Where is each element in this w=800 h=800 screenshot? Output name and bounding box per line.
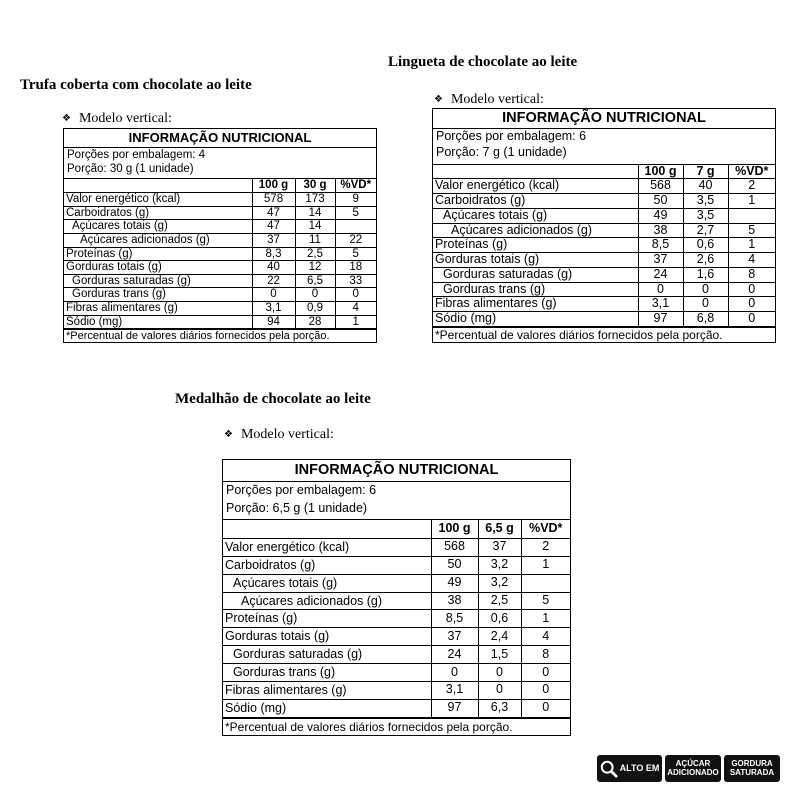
table-row xyxy=(64,206,376,220)
column-header-row xyxy=(433,164,775,179)
value-portion: 11 xyxy=(295,233,335,247)
high-in-warning-badge xyxy=(597,755,780,782)
value-portion: 0 xyxy=(295,288,335,302)
value-portion: 2,5 xyxy=(478,592,521,610)
value-portion: 28 xyxy=(295,315,335,329)
value-portion: 0 xyxy=(683,297,728,312)
value-vd xyxy=(335,220,376,234)
column-header-row xyxy=(64,179,376,193)
nutrient-label: Açúcares totais (g) xyxy=(64,220,252,234)
value-100g: 8,5 xyxy=(638,238,683,253)
value-portion: 6,8 xyxy=(683,312,728,327)
servings-per-package: Porções por embalagem: 6 xyxy=(436,129,587,144)
value-100g: 40 xyxy=(252,261,295,275)
table-row xyxy=(64,220,376,234)
table-row xyxy=(64,247,376,261)
nutrition-table-lingueta xyxy=(432,108,776,343)
nutrient-label: Proteínas (g) xyxy=(433,238,638,253)
table-row xyxy=(433,208,775,223)
value-portion: 2,4 xyxy=(478,628,521,646)
table-row xyxy=(433,194,775,209)
nutrient-label: Gorduras trans (g) xyxy=(433,282,638,297)
nutrient-label: Gorduras saturadas (g) xyxy=(433,267,638,282)
value-100g: 3,1 xyxy=(431,681,478,699)
table-row xyxy=(223,646,570,664)
product-title-medalhao: Medalhão de chocolate ao leite xyxy=(175,391,371,407)
table-footnote: *Percentual de valores diários fornecidos pela porção. xyxy=(223,718,570,736)
nutrient-label: Carboidratos (g) xyxy=(64,206,252,220)
value-vd xyxy=(728,208,775,223)
nutrient-label: Sódio (mg) xyxy=(64,315,252,329)
column-header-portion: 6,5 g xyxy=(478,520,521,539)
nutrient-label: Gorduras totais (g) xyxy=(433,253,638,268)
value-portion: 37 xyxy=(478,538,521,556)
nutrient-label: Açúcares totais (g) xyxy=(433,208,638,223)
value-100g: 50 xyxy=(638,194,683,209)
table-row xyxy=(223,538,570,556)
value-vd: 5 xyxy=(335,206,376,220)
value-100g: 8,5 xyxy=(431,610,478,628)
value-vd: 1 xyxy=(521,610,570,628)
value-vd: 2 xyxy=(728,179,775,194)
value-vd: 18 xyxy=(335,261,376,275)
nutrient-values-table xyxy=(64,178,376,329)
nutrition-table-header: INFORMAÇÃO NUTRICIONAL xyxy=(433,109,775,129)
servings-per-package: Porções por embalagem: 6 xyxy=(226,483,377,498)
model-label-medalhao xyxy=(224,427,334,443)
nutrition-table-header: INFORMAÇÃO NUTRICIONAL xyxy=(223,460,570,482)
saturated-fat-box xyxy=(724,755,780,782)
value-100g: 97 xyxy=(638,312,683,327)
value-portion: 3,5 xyxy=(683,208,728,223)
nutrient-label: Gorduras saturadas (g) xyxy=(223,646,431,664)
model-label-lingueta xyxy=(434,92,544,108)
alto-em-label: ALTO EM xyxy=(619,762,660,773)
value-vd: 4 xyxy=(521,628,570,646)
value-vd: 1 xyxy=(728,194,775,209)
column-header-100g: 100 g xyxy=(252,179,295,193)
value-100g: 568 xyxy=(431,538,478,556)
table-row xyxy=(433,297,775,312)
nutrient-label: Fibras alimentares (g) xyxy=(64,302,252,316)
magnifier-icon xyxy=(600,760,618,778)
value-portion: 0 xyxy=(478,681,521,699)
nutrient-label: Proteínas (g) xyxy=(64,247,252,261)
added-sugar-line1: AÇÚCAR xyxy=(675,759,711,769)
table-row xyxy=(433,223,775,238)
value-portion: 3,2 xyxy=(478,574,521,592)
column-header-vd: %VD* xyxy=(521,520,570,539)
serving-size: Porção: 7 g (1 unidade) xyxy=(436,145,567,160)
alto-em-box xyxy=(597,755,662,782)
value-portion: 3,5 xyxy=(683,194,728,209)
table-row xyxy=(64,192,376,206)
value-vd: 0 xyxy=(335,288,376,302)
value-vd: 2 xyxy=(521,538,570,556)
nutrient-label: Gorduras saturadas (g) xyxy=(64,274,252,288)
nutrient-label: Açúcares adicionados (g) xyxy=(433,223,638,238)
model-label-trufa xyxy=(62,111,172,127)
value-vd: 0 xyxy=(728,282,775,297)
table-row xyxy=(223,556,570,574)
value-100g: 49 xyxy=(431,574,478,592)
nutrient-label: Açúcares adicionados (g) xyxy=(223,592,431,610)
product-title-trufa: Trufa coberta com chocolate ao leite xyxy=(20,77,252,93)
table-row xyxy=(433,282,775,297)
column-header-blank xyxy=(223,520,431,539)
value-vd: 0 xyxy=(521,681,570,699)
table-row xyxy=(64,233,376,247)
nutrition-table-medalhao xyxy=(222,459,571,736)
product-title-lingueta: Lingueta de chocolate ao leite xyxy=(388,54,578,70)
value-100g: 0 xyxy=(638,282,683,297)
table-row xyxy=(433,253,775,268)
value-100g: 0 xyxy=(431,664,478,682)
value-100g: 0 xyxy=(252,288,295,302)
value-portion: 2,7 xyxy=(683,223,728,238)
nutrient-label: Proteínas (g) xyxy=(223,610,431,628)
column-header-row xyxy=(223,520,570,539)
table-footnote: *Percentual de valores diários fornecidos pela porção. xyxy=(433,327,775,342)
value-100g: 37 xyxy=(252,233,295,247)
value-vd: 4 xyxy=(335,302,376,316)
table-row xyxy=(64,274,376,288)
table-row xyxy=(223,699,570,717)
nutrient-label: Carboidratos (g) xyxy=(223,556,431,574)
table-row xyxy=(64,302,376,316)
value-100g: 24 xyxy=(431,646,478,664)
nutrient-values-table xyxy=(223,519,570,717)
nutrient-label: Sódio (mg) xyxy=(223,699,431,717)
column-header-portion: 30 g xyxy=(295,179,335,193)
nutrient-values-table xyxy=(433,164,775,327)
value-vd: 0 xyxy=(728,297,775,312)
added-sugar-line2: ADICIONADO xyxy=(667,767,719,777)
column-header-blank xyxy=(64,179,252,193)
table-row xyxy=(64,288,376,302)
servings-per-package: Porções por embalagem: 4 xyxy=(67,148,206,161)
nutrient-label: Valor energético (kcal) xyxy=(64,192,252,206)
nutrient-label: Açúcares adicionados (g) xyxy=(64,233,252,247)
value-vd: 1 xyxy=(335,315,376,329)
added-sugar-box xyxy=(665,755,721,782)
value-100g: 49 xyxy=(638,208,683,223)
value-portion: 6,3 xyxy=(478,699,521,717)
value-vd: 22 xyxy=(335,233,376,247)
model-label-text: Modelo vertical: xyxy=(450,92,544,107)
value-vd xyxy=(521,574,570,592)
value-100g: 94 xyxy=(252,315,295,329)
table-row xyxy=(223,628,570,646)
column-header-portion: 7 g xyxy=(683,164,728,179)
value-vd: 9 xyxy=(335,192,376,206)
value-vd: 33 xyxy=(335,274,376,288)
value-100g: 24 xyxy=(638,267,683,282)
diamond-bullet-icon: ❖ xyxy=(224,429,233,440)
value-portion: 12 xyxy=(295,261,335,275)
column-header-blank xyxy=(433,164,638,179)
value-100g: 3,1 xyxy=(638,297,683,312)
table-footnote: *Percentual de valores diários fornecidos pela porção. xyxy=(64,329,376,342)
column-header-vd: %VD* xyxy=(728,164,775,179)
nutrient-label: Fibras alimentares (g) xyxy=(433,297,638,312)
table-row xyxy=(223,681,570,699)
nutrition-table-header: INFORMAÇÃO NUTRICIONAL xyxy=(64,129,376,148)
table-row xyxy=(433,238,775,253)
value-100g: 3,1 xyxy=(252,302,295,316)
value-portion: 0,6 xyxy=(478,610,521,628)
value-100g: 568 xyxy=(638,179,683,194)
value-vd: 8 xyxy=(728,267,775,282)
value-vd: 0 xyxy=(521,699,570,717)
nutrient-label: Valor energético (kcal) xyxy=(223,538,431,556)
value-portion: 0 xyxy=(478,664,521,682)
table-row xyxy=(223,574,570,592)
value-vd: 4 xyxy=(728,253,775,268)
value-100g: 97 xyxy=(431,699,478,717)
value-vd: 5 xyxy=(728,223,775,238)
value-100g: 37 xyxy=(431,628,478,646)
nutrient-label: Gorduras totais (g) xyxy=(223,628,431,646)
value-vd: 5 xyxy=(521,592,570,610)
value-portion: 173 xyxy=(295,192,335,206)
table-row xyxy=(433,267,775,282)
value-100g: 578 xyxy=(252,192,295,206)
column-header-100g: 100 g xyxy=(431,520,478,539)
nutrition-table-trufa xyxy=(63,128,377,343)
value-100g: 38 xyxy=(638,223,683,238)
value-portion: 40 xyxy=(683,179,728,194)
table-row xyxy=(64,315,376,329)
value-100g: 38 xyxy=(431,592,478,610)
value-portion: 2,6 xyxy=(683,253,728,268)
nutrient-label: Carboidratos (g) xyxy=(433,194,638,209)
value-portion: 2,5 xyxy=(295,247,335,261)
nutrient-label: Gorduras totais (g) xyxy=(64,261,252,275)
nutrient-label: Valor energético (kcal) xyxy=(433,179,638,194)
value-vd: 5 xyxy=(335,247,376,261)
serving-size: Porção: 30 g (1 unidade) xyxy=(67,162,194,175)
table-row xyxy=(433,179,775,194)
nutrient-label: Gorduras trans (g) xyxy=(64,288,252,302)
table-row xyxy=(223,664,570,682)
nutrient-label: Gorduras trans (g) xyxy=(223,664,431,682)
table-row xyxy=(64,261,376,275)
value-vd: 1 xyxy=(521,556,570,574)
value-vd: 0 xyxy=(728,312,775,327)
table-row xyxy=(223,592,570,610)
value-vd: 0 xyxy=(521,664,570,682)
value-portion: 6,5 xyxy=(295,274,335,288)
value-100g: 47 xyxy=(252,206,295,220)
value-portion: 1,6 xyxy=(683,267,728,282)
saturated-fat-line1: GORDURA xyxy=(731,759,773,769)
value-100g: 37 xyxy=(638,253,683,268)
diamond-bullet-icon: ❖ xyxy=(62,113,71,124)
value-portion: 0,9 xyxy=(295,302,335,316)
value-100g: 50 xyxy=(431,556,478,574)
value-portion: 14 xyxy=(295,206,335,220)
value-portion: 14 xyxy=(295,220,335,234)
value-100g: 47 xyxy=(252,220,295,234)
value-portion: 0,6 xyxy=(683,238,728,253)
nutrient-label: Açúcares totais (g) xyxy=(223,574,431,592)
value-100g: 8,3 xyxy=(252,247,295,261)
column-header-vd: %VD* xyxy=(335,179,376,193)
serving-size: Porção: 6,5 g (1 unidade) xyxy=(226,500,368,515)
value-vd: 1 xyxy=(728,238,775,253)
table-row xyxy=(223,610,570,628)
value-vd: 8 xyxy=(521,646,570,664)
value-100g: 22 xyxy=(252,274,295,288)
value-portion: 0 xyxy=(683,282,728,297)
value-portion: 3,2 xyxy=(478,556,521,574)
value-portion: 1,5 xyxy=(478,646,521,664)
saturated-fat-line2: SATURADA xyxy=(729,767,775,777)
nutrient-label: Sódio (mg) xyxy=(433,312,638,327)
nutrient-label: Fibras alimentares (g) xyxy=(223,681,431,699)
column-header-100g: 100 g xyxy=(638,164,683,179)
diamond-bullet-icon: ❖ xyxy=(434,94,443,105)
model-label-text: Modelo vertical: xyxy=(78,111,172,126)
table-row xyxy=(433,312,775,327)
model-label-text: Modelo vertical: xyxy=(240,427,334,442)
